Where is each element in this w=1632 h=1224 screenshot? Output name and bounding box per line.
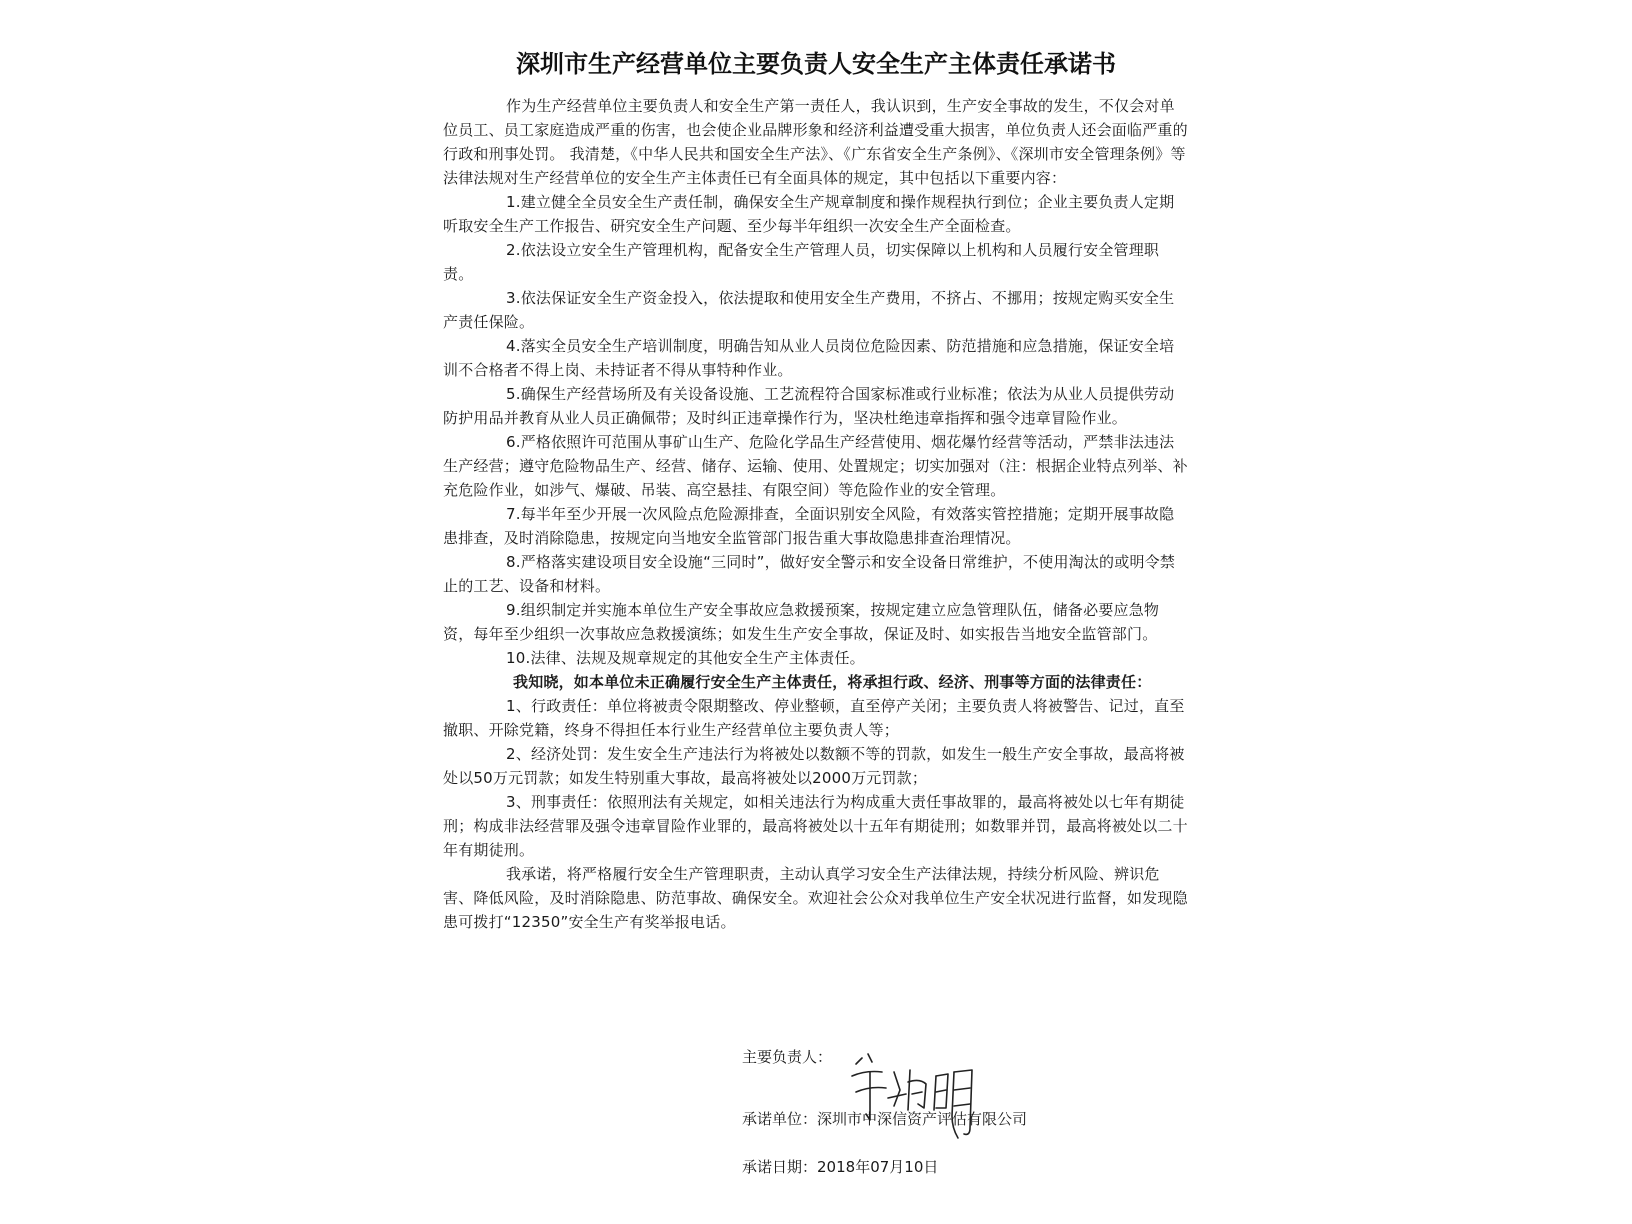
intro-paragraph: 作为生产经营单位主要负责人和安全生产第一责任人，我认识到，生产安全事故的发生，不仅会对单位员工、员工家庭造成严重的伤害，也会使企业品牌形象和经济利益遭受重大损害，单位负责人还会面临严重的行政和刑事处罚。 我清楚，《中华人民共和国安全生产法》、《广东省安全生产条例》、《深圳市安全管理条例》等法律法规对生产经营单位的安全生产主体责任已有全面具体的规定，其中包括以下重要内容： <box>443 97 1188 187</box>
date-row <box>742 1156 938 1177</box>
list-item-2: 2.依法设立安全生产管理机构，配备安全生产管理人员，切实保障以上机构和人员履行安全管理职责。 <box>443 241 1160 283</box>
liability-administrative: 1、行政责任：单位将被责令限期整改、停业整顿，直至停产关闭；主要负责人将被警告、记过，直至撤职、开除党籍，终身不得担任本行业生产经营单位主要负责人等； <box>443 697 1185 739</box>
list-item-3: 3.依法保证安全生产资金投入，依法提取和使用安全生产费用，不挤占、不挪用；按规定购买安全生产责任保险。 <box>443 289 1175 331</box>
liability-economic: 2、经济处罚：发生安全生产违法行为将被处以数额不等的罚款，如发生一般生产安全事故，最高将被处以50万元罚款；如发生特别重大事故，最高将被处以2000万元罚款； <box>443 745 1185 787</box>
date-label: 承诺日期： <box>742 1158 818 1176</box>
list-item-5: 5.确保生产经营场所及有关设备设施、工艺流程符合国家标准或行业标准；依法为从业人员提供劳动防护用品并教育从业人员正确佩带；及时纠正违章操作行为，坚决杜绝违章指挥和强令违章冒险作业。 <box>443 385 1175 427</box>
liability-criminal: 3、刑事责任：依照刑法有关规定，如相关违法行为构成重大责任事故罪的，最高将被处以七年有期徒刑；构成非法经营罪及强令违章冒险作业罪的，最高将被处以十五年有期徒刑；如数罪并罚，最高将被处以二十年有期徒刑。 <box>443 793 1188 859</box>
list-item-7: 7.每半年至少开展一次风险点危险源排查，全面识别安全风险，有效落实管控措施；定期开展事故隐患排查，及时消除隐患，按规定向当地安全监管部门报告重大事故隐患排查治理情况。 <box>443 505 1175 547</box>
list-item-4: 4.落实全员安全生产培训制度，明确告知从业人员岗位危险因素、防范措施和应急措施，保证安全培训不合格者不得上岗、未持证者不得从事特种作业。 <box>443 337 1175 379</box>
commitment-paragraph: 我承诺，将严格履行安全生产管理职责，主动认真学习安全生产法律法规，持续分析风险、辨识危害、降低风险，及时消除隐患、防范事故、确保安全。欢迎社会公众对我单位生产安全状况进行监督，如发现隐患可拨打“12350”安全生产有奖举报电话。 <box>443 865 1188 931</box>
list-item-6: 6.严格依照许可范围从事矿山生产、危险化学品生产经营使用、烟花爆竹经营等活动，严禁非法违法生产经营；遵守危险物品生产、经营、储存、运输、使用、处置规定；切实加强对（注：根据企业特点列举、补充危险作业，如涉气、爆破、吊装、高空悬挂、有限空间）等危险作业的安全管理。 <box>443 433 1188 499</box>
document-body <box>443 94 1188 934</box>
list-item-1: 1.建立健全全员安全生产责任制，确保安全生产规章制度和操作规程执行到位；企业主要负责人定期听取安全生产工作报告、研究安全生产问题、至少每半年组织一次安全生产全面检查。 <box>443 193 1175 235</box>
company-row <box>742 1108 1027 1129</box>
company-label: 承诺单位： <box>742 1110 818 1128</box>
date-value: 2018年07月10日 <box>817 1158 939 1176</box>
liability-statement: 我知晓，如本单位未正确履行安全生产主体责任，将承担行政、经济、刑事等方面的法律责任： <box>513 673 1152 691</box>
document-title: 深圳市生产经营单位主要负责人安全生产主体责任承诺书 <box>516 50 1116 78</box>
company-value: 深圳市中深信资产评估有限公司 <box>817 1110 1028 1128</box>
responsible-person-row <box>742 1046 832 1067</box>
responsible-person-label: 主要负责人： <box>742 1048 833 1066</box>
list-item-8: 8.严格落实建设项目安全设施“三同时”，做好安全警示和安全设备日常维护，不使用淘汰的或明令禁止的工艺、设备和材料。 <box>443 553 1176 595</box>
list-item-9: 9.组织制定并实施本单位生产安全事故应急救援预案，按规定建立应急管理队伍，储备必要应急物资，每年至少组织一次事故应急救援演练；如发生生产安全事故，保证及时、如实报告当地安全监管部门。 <box>443 601 1160 643</box>
list-item-10: 10.法律、法规及规章规定的其他安全生产主体责任。 <box>506 649 865 667</box>
